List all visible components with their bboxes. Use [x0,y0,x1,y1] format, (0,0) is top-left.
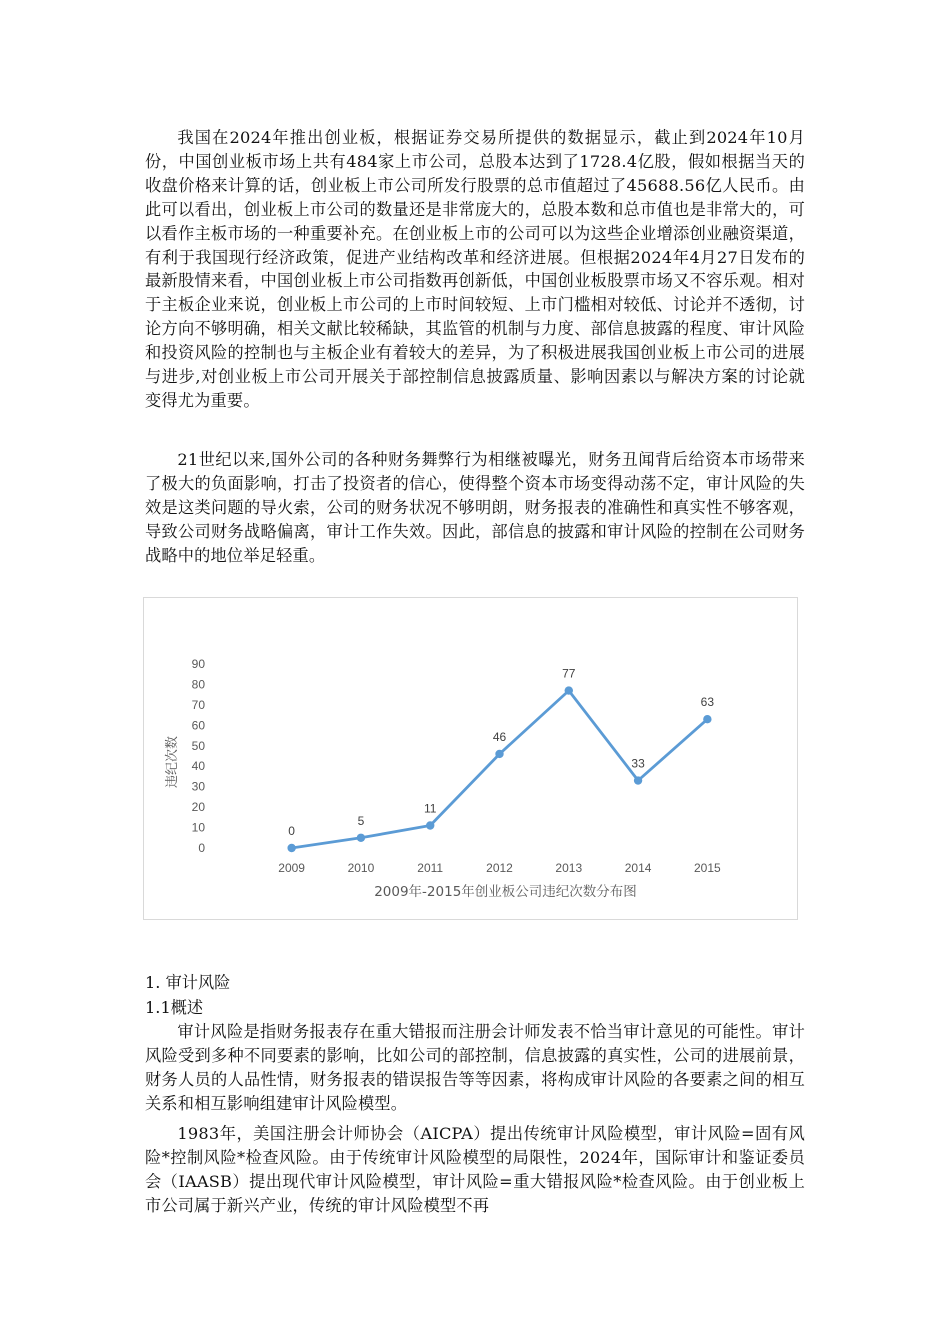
data-point [565,686,573,694]
data-label: 11 [423,801,437,816]
y-tick-label: 0 [198,841,205,855]
y-axis-label: 违纪次数 [165,735,180,789]
paragraph-financial-fraud: 21世纪以来,国外公司的各种财务舞弊行为相继被曝光，财务丑闻背后给资本市场带来了极大的负面影响，打击了投资者的信心，使得整个资本市场变得动荡不定，审计风险的失效是这类问题的导火索，公司的财务状况不够明朗，财务报表的准确性和真实性不够客观，导致公司财务战略偏离，审计工作失效。因此，部信息的披露和审计风险的控制在公司财务战略中的地位举足轻重。 [145,450,805,565]
y-tick-label: 30 [191,779,205,794]
subsection-heading: 1.1概述 [145,998,204,1017]
x-tick-label: 2012 [486,861,513,875]
data-point [287,844,295,852]
data-point [495,750,503,758]
paragraph-audit-risk-definition: 审计风险是指财务报表存在重大错报而注册会计师发表不恰当审计意见的可能性。审计风险受到多种不同要素的影响，比如公司的部控制，信息披露的真实性，公司的进展前景，财务人员的人品性情，财务报表的错误报告等等因素，将构成审计风险的各要素之间的相互关系和相互影响组建审计风险模型。 [145,1022,805,1113]
section-heading: 1. 审计风险 [145,973,231,992]
y-tick-label: 80 [191,677,205,692]
chart-title: 2009年-2015年创业板公司违纪次数分布图 [374,884,637,900]
data-point [634,776,642,784]
x-tick-label: 2010 [347,861,375,875]
data-point [703,715,711,723]
violation-line-chart [143,597,798,920]
y-tick-label: 60 [191,718,205,733]
x-tick-label: 2009 [278,861,305,875]
data-point [357,834,365,842]
x-tick-label: 2015 [694,861,721,875]
y-tick-label: 40 [191,759,205,774]
paragraph-intro: 我国在2024年推出创业板，根据证券交易所提供的数据显示，截止到2024年10月份，中国创业板市场上共有484家上市公司，总股本达到了1728.4亿股，假如根据当天的收盘价格来计算的话，创业板上市公司所发行股票的总市值超过了45688.56亿人民币。由此可以看出，创业板上市公司的数量还是非常庞大的，总股本数和总市值也是非常大的，可以看作主板市场的一种重要补充。在创业板上市的公司可以为这些企业增添创业融资渠道，有利于我国现行经济政策，促进产业结构改革和经济进展。但根据2024年4月27日发布的最新股情来看，中国创业板上市公司指数再创新低，中国创业板股票市场又不容乐观。相对于主板企业来说，创业板上市公司的上市时间较短、上市门槛相对较低、讨论并不透彻，讨论方向不够明确，相关文献比较稀缺，其监管的机制与力度、部信息披露的程度、审计风险和投资风险的控制也与主板企业有着较大的差异，为了积极进展我国创业板上市公司的进展与进步,对创业板上市公司开展关于部控制信息披露质量、影响因素以与解决方案的讨论就变得尤为重要。 [145,128,805,410]
data-label: 0 [288,824,295,838]
x-tick-label: 2011 [417,861,444,875]
x-tick-label: 2014 [624,861,652,875]
data-point [426,821,434,829]
data-label: 46 [492,729,507,744]
chart-canvas [144,598,799,921]
y-tick-label: 20 [191,800,205,815]
data-label: 33 [631,756,645,771]
data-label: 5 [357,813,365,828]
data-label: 63 [700,695,715,710]
y-tick-label: 50 [191,738,205,753]
paragraph-audit-risk-model: 1983年，美国注册会计师协会（AICPA）提出传统审计风险模型，审计风险=固有风险*控制风险*检查风险。由于传统审计风险模型的局限性，2024年，国际审计和鉴证委员会（IAASB）提出现代审计风险模型，审计风险=重大错报风险*检查风险。由于创业板上市公司属于新兴产业，传统的审计风险模型不再 [145,1124,805,1215]
series-line [292,691,708,848]
y-tick-label: 70 [191,697,205,712]
y-tick-label: 10 [191,820,205,835]
data-label: 77 [562,666,576,681]
y-tick-label: 90 [191,657,205,671]
x-tick-label: 2013 [555,861,583,875]
